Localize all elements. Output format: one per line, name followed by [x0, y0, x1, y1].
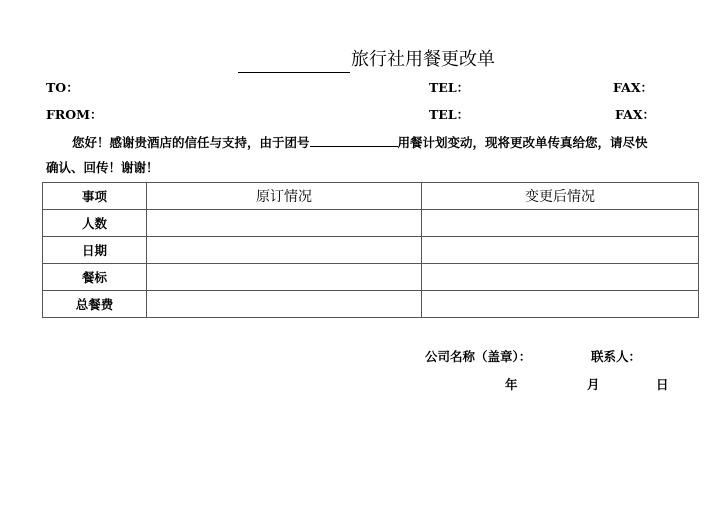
table-row: [43, 291, 699, 318]
header-changed: 变更后情况: [422, 183, 699, 210]
to-label: TO：: [46, 80, 79, 95]
original-cell: [147, 291, 422, 318]
original-cell: [147, 264, 422, 291]
from-label: FROM：: [46, 107, 103, 122]
table-row: [43, 237, 699, 264]
group-number-blank: [310, 134, 398, 147]
changed-cell: [422, 291, 699, 318]
table-header-row: [43, 183, 699, 210]
row-label: 人数: [43, 210, 147, 237]
fax-label-2: FAX：: [615, 107, 656, 122]
tel-label-2: TEL：: [429, 107, 470, 122]
document-title: [238, 47, 495, 73]
row-label: 日期: [43, 237, 147, 264]
date-month: 月: [587, 377, 600, 392]
row-label: 餐标: [43, 264, 147, 291]
table-row: [43, 264, 699, 291]
header-item: 事项: [43, 183, 147, 210]
contact-label: 联系人：: [591, 349, 642, 364]
change-table: [42, 182, 699, 318]
changed-cell: [422, 237, 699, 264]
company-name-label: 公司名称（盖章）：: [425, 349, 532, 364]
body-text-part1: 您好！感谢贵酒店的信任与支持，由于团号: [72, 135, 310, 150]
body-paragraph-line1: [72, 134, 648, 151]
tel-label-1: TEL：: [429, 80, 470, 95]
title-text: 旅行社用餐更改单: [351, 49, 495, 70]
table-row: [43, 210, 699, 237]
header-original: 原订情况: [147, 183, 422, 210]
row-label: 总餐费: [43, 291, 147, 318]
fax-label-1: FAX：: [613, 80, 654, 95]
date-day: 日: [656, 377, 669, 392]
original-cell: [147, 210, 422, 237]
original-cell: [147, 237, 422, 264]
date-year: 年: [505, 377, 518, 392]
title-blank-line: [238, 52, 350, 73]
body-paragraph-line2: 确认、回传！谢谢！: [46, 160, 159, 175]
changed-cell: [422, 264, 699, 291]
body-text-part2: 用餐计划变动，现将更改单传真给您，请尽快: [397, 135, 648, 150]
changed-cell: [422, 210, 699, 237]
